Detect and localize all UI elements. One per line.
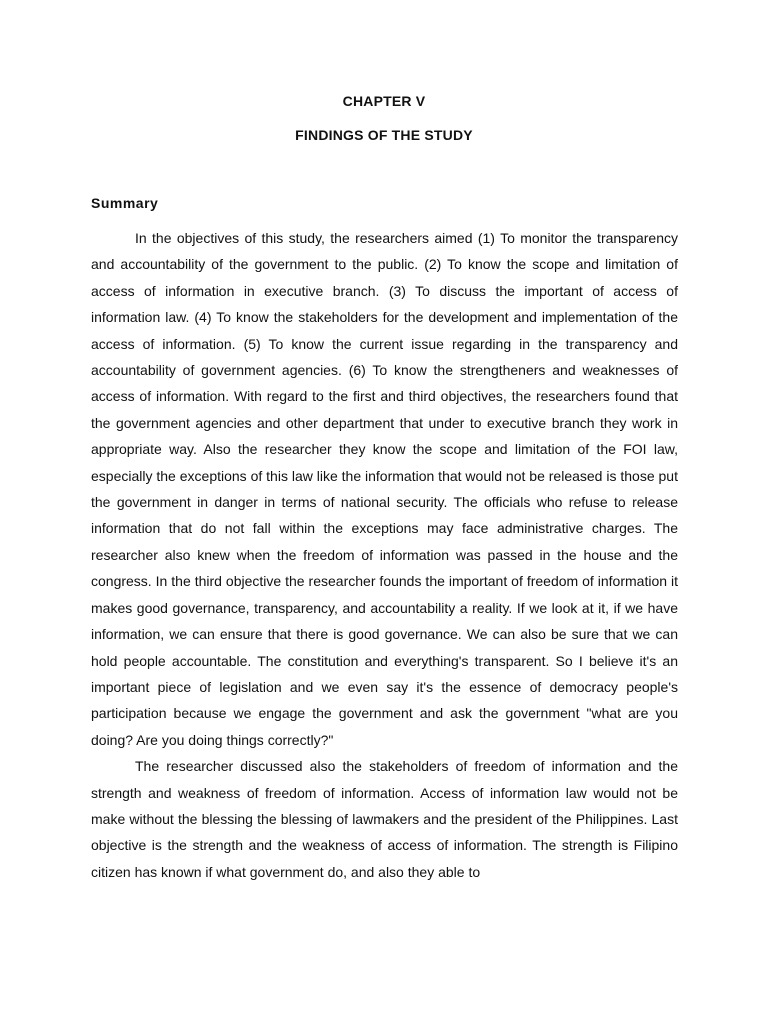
paragraph-1: In the objectives of this study, the researchers aimed (1) To monitor the transparency and accountability of the government to the public. (2) To know the scope and limitation of access of information in executive branch. (3) To discuss the important of access of information law. (4) To know the stakeholders for the development and implementation of the access of information. (5) To know the current issue regarding in the transparency and accountability of government agencies. (6) To know the strengtheners and weaknesses of access of information. With regard to the first and third objectives, the researchers found that the government agencies and other department that under to executive branch they work in appropriate way. Also the researcher they know the scope and limitation of the FOI law, especially the exceptions of this law like the information that would not be released is those put the government in danger in terms of national security. The officials who refuse to release information that do not fall within the exceptions may face administrative charges. The researcher also knew when the freedom of information was passed in the house and the congress. In the third objective the researcher founds the important of freedom of information it makes good governance, transparency, and accountability a reality. If we look at it, if we have information, we can ensure that there is good governance. We can also be sure that we can hold people accountable. The constitution and everything's transparent. So I believe it's an important piece of legislation and we even say it's the essence of democracy people's participation because we engage the government and ask the government "what are you doing? Are you doing things correctly?" [91,230,678,748]
body-text [91,225,678,885]
section-heading: Summary [91,195,159,211]
paragraph-2: The researcher discussed also the stakeholders of freedom of information and the strength and weakness of freedom of information. Access of information law would not be make without the blessing the blessing of lawmakers and the president of the Philippines. Last objective is the strength and the weakness of access of information. The strength is Filipino citizen has known if what government do, and also they able to [91,758,678,880]
chapter-title: FINDINGS OF THE STUDY [295,127,473,143]
chapter-label: CHAPTER V [342,93,426,109]
